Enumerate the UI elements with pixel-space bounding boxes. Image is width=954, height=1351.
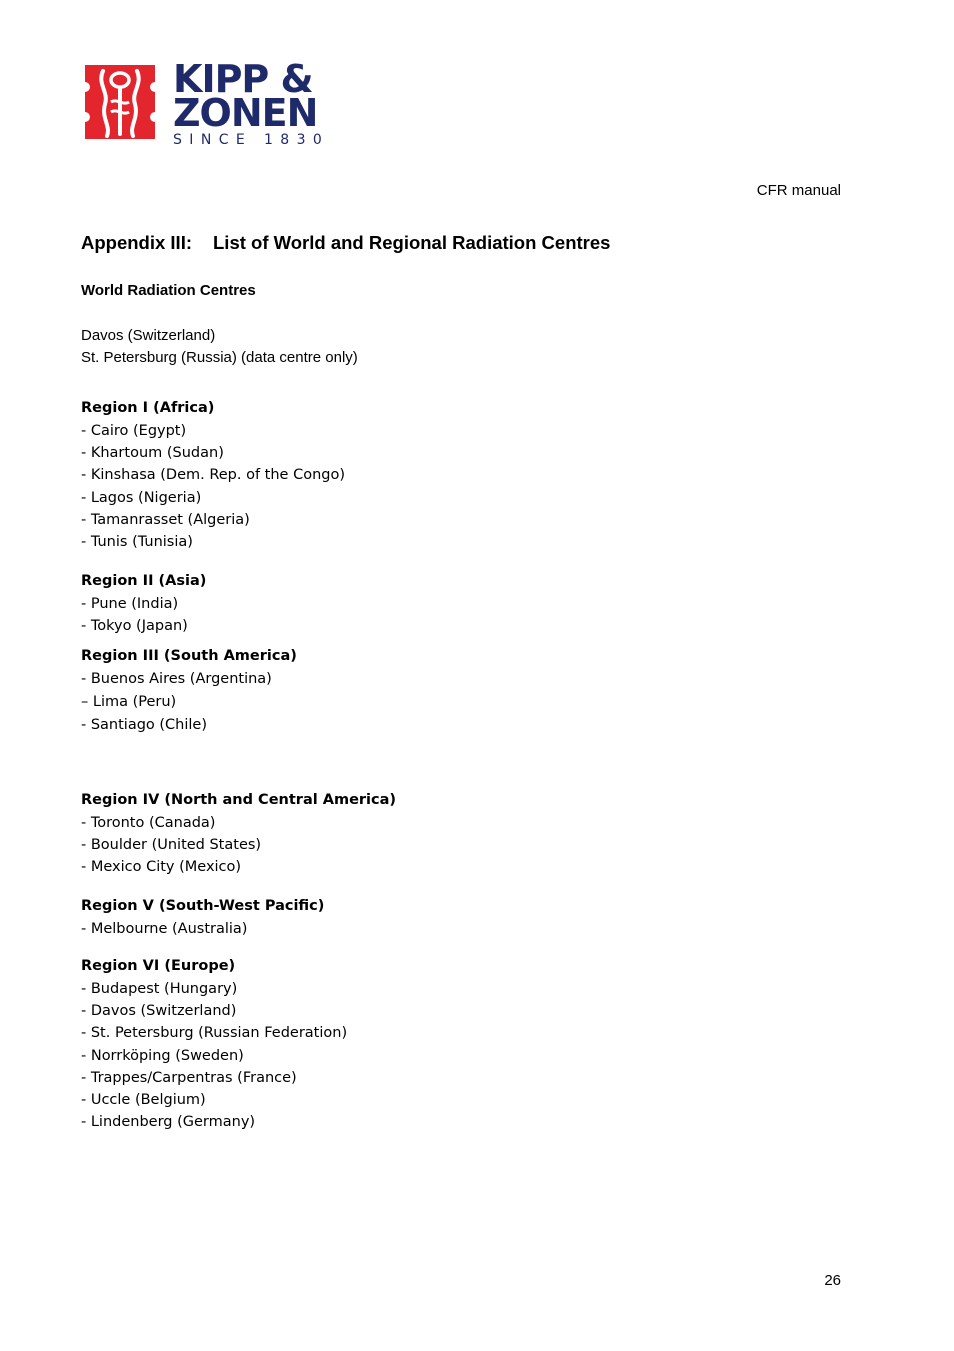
list-item: - Norrköping (Sweden) xyxy=(81,1047,244,1064)
appendix-label: Appendix III: xyxy=(81,232,192,253)
region-heading: Region V (South-West Pacific) xyxy=(81,898,325,914)
list-item: – Lima (Peru) xyxy=(81,694,177,711)
page-title xyxy=(81,232,610,254)
list-item: - Boulder (United States) xyxy=(81,837,262,854)
region-heading: Region VI (Europe) xyxy=(81,958,236,974)
region-list xyxy=(81,978,347,1133)
world-centres-list xyxy=(81,325,358,369)
region-asia xyxy=(81,570,206,637)
list-item: - Buenos Aires (Argentina) xyxy=(81,671,272,687)
list-item: - Tunis (Tunisia) xyxy=(81,534,193,551)
logo-wordmark xyxy=(173,57,330,148)
list-item: - Mexico City (Mexico) xyxy=(81,859,242,876)
region-south-west-pacific xyxy=(81,895,324,940)
list-item: - Tamanrasset (Algeria) xyxy=(81,511,250,528)
list-item: - Toronto (Canada) xyxy=(81,815,216,831)
region-list xyxy=(81,918,324,940)
page-number: 26 xyxy=(824,1272,841,1289)
region-heading: Region I (Africa) xyxy=(81,400,215,416)
list-item: - Cairo (Egypt) xyxy=(81,423,187,439)
region-list xyxy=(81,593,206,637)
region-list xyxy=(81,668,297,736)
kipp-zonen-emblem-icon xyxy=(81,62,159,142)
appendix-title: List of World and Regional Radiation Centres xyxy=(213,232,611,253)
region-heading: Region III (South America) xyxy=(81,648,297,664)
region-heading: Region IV (North and Central America) xyxy=(81,792,397,808)
region-europe xyxy=(81,955,347,1133)
list-item: St. Petersburg (Russia) (data centre only) xyxy=(81,349,358,366)
list-item: - Santiago (Chile) xyxy=(81,717,208,734)
document-name: CFR manual xyxy=(756,182,841,199)
list-item: - Lindenberg (Germany) xyxy=(81,1114,256,1131)
logo-text-zonen: ZONEN xyxy=(173,91,318,135)
region-heading: Region II (Asia) xyxy=(81,573,207,589)
list-item: - Davos (Switzerland) xyxy=(81,1003,237,1020)
world-centres-heading: World Radiation Centres xyxy=(81,282,256,299)
region-list xyxy=(81,812,396,879)
region-list xyxy=(81,420,345,553)
list-item: - Khartoum (Sudan) xyxy=(81,445,224,462)
list-item: - St. Petersburg (Russian Federation) xyxy=(81,1025,348,1042)
list-item: - Lagos (Nigeria) xyxy=(81,489,202,506)
region-north-central-america xyxy=(81,789,396,879)
list-item: - Pune (India) xyxy=(81,596,179,612)
list-item: - Budapest (Hungary) xyxy=(81,981,238,997)
list-item: - Uccle (Belgium) xyxy=(81,1092,206,1109)
list-item: - Melbourne (Australia) xyxy=(81,921,248,937)
company-logo xyxy=(81,57,341,148)
list-item: - Tokyo (Japan) xyxy=(81,618,188,635)
list-item: Davos (Switzerland) xyxy=(81,327,216,344)
region-south-america xyxy=(81,645,297,736)
logo-text-kipp: KIPP & xyxy=(173,57,313,101)
list-item: - Trappes/Carpentras (France) xyxy=(81,1069,297,1086)
logo-text-since: SINCE 1830 xyxy=(173,132,330,148)
region-africa xyxy=(81,397,345,553)
list-item: - Kinshasa (Dem. Rep. of the Congo) xyxy=(81,467,346,484)
